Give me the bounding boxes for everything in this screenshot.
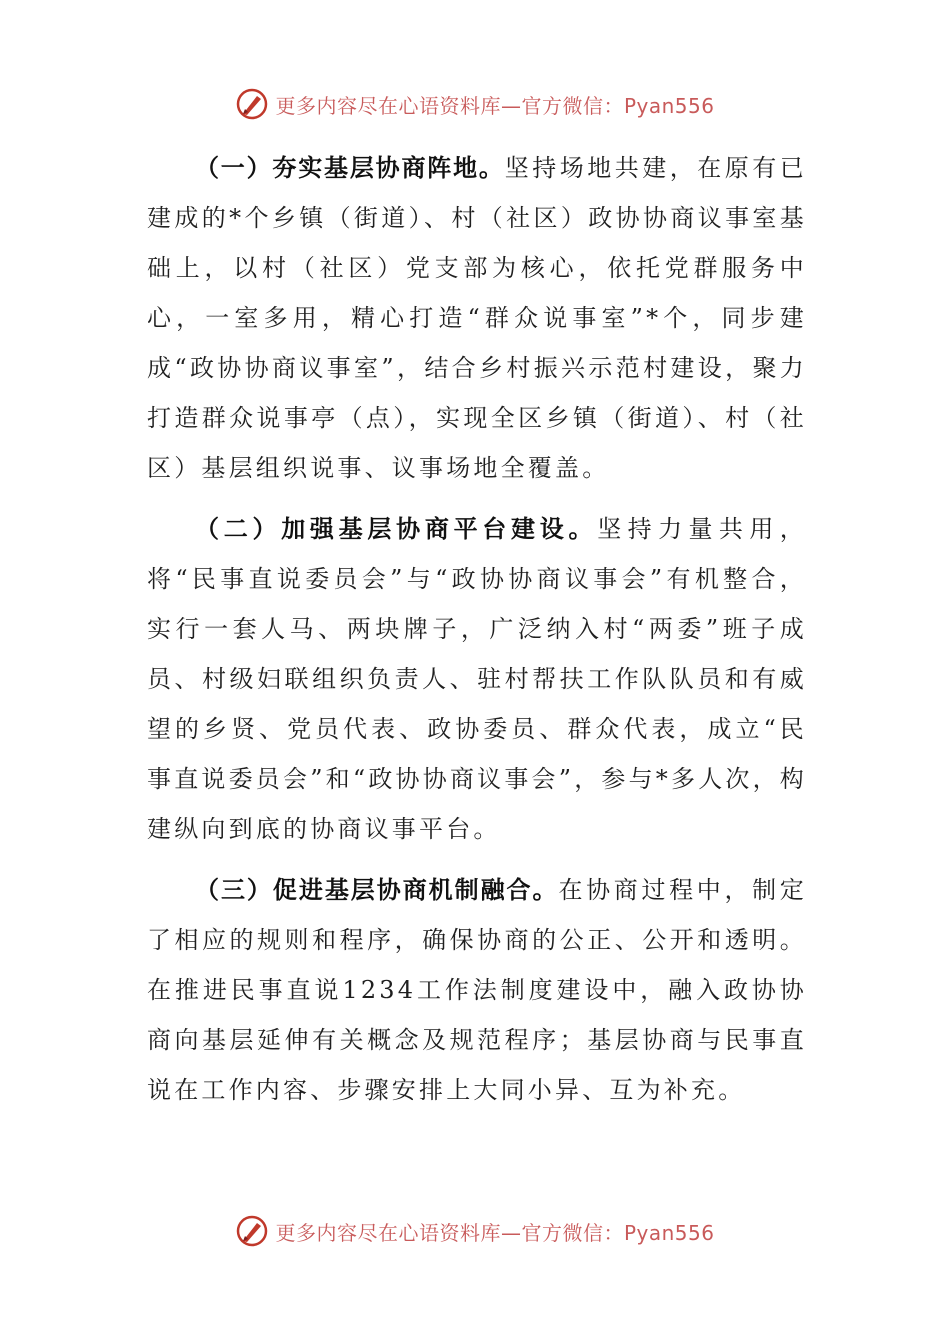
document-body: [147, 143, 807, 1126]
paragraph-3-heading: （三）促进基层协商机制融合。: [195, 875, 559, 904]
watermark-text: 更多内容尽在心语资料库—官方微信：Pyan556: [275, 1220, 715, 1245]
paragraph-2-body: 坚持力量共用，将“民事直说委员会”与“政协协商议事会”有机整合，实行一套人马、两块牌子，广泛纳入村“两委”班子成员、村级妇联组织负责人、驻村帮扶工作队队员和有威望的乡贤、党员代表、政协委员、群众代表，成立“民事直说委员会”和“政协协商议事会”，参与*多人次，构建纵向到底的协商议事平台。: [147, 515, 808, 843]
paragraph-1: [147, 143, 807, 493]
watermark-text: 更多内容尽在心语资料库—官方微信：Pyan556: [275, 93, 715, 118]
paragraph-2: [147, 504, 807, 854]
paragraph-2-heading: （二）加强基层协商平台建设。: [195, 514, 598, 543]
header-watermark: [0, 80, 950, 128]
paragraph-1-heading: （一）夯实基层协商阵地。: [195, 153, 505, 182]
footer-watermark: [0, 1207, 950, 1255]
quill-logo-icon: [235, 87, 269, 121]
paragraph-3: [147, 865, 807, 1115]
quill-logo-icon: [235, 1214, 269, 1248]
paragraph-1-body: 坚持场地共建，在原有已建成的*个乡镇（街道）、村（社区）政协协商议事室基础上，以村（社区）党支部为核心，依托党群服务中心，一室多用，精心打造“群众说事室”*个，同步建成“政协协商议事室”，结合乡村振兴示范村建设，聚力打造群众说事亭（点），实现全区乡镇（街道）、村（社区）基层组织说事、议事场地全覆盖。: [147, 154, 808, 482]
paragraph-3-body: 在协商过程中，制定了相应的规则和程序，确保协商的公正、公开和透明。在推进民事直说1234工作法制度建设中，融入政协协商向基层延伸有关概念及规范程序；基层协商与民事直说在工作内容、步骤安排上大同小异、互为补充。: [147, 876, 807, 1104]
